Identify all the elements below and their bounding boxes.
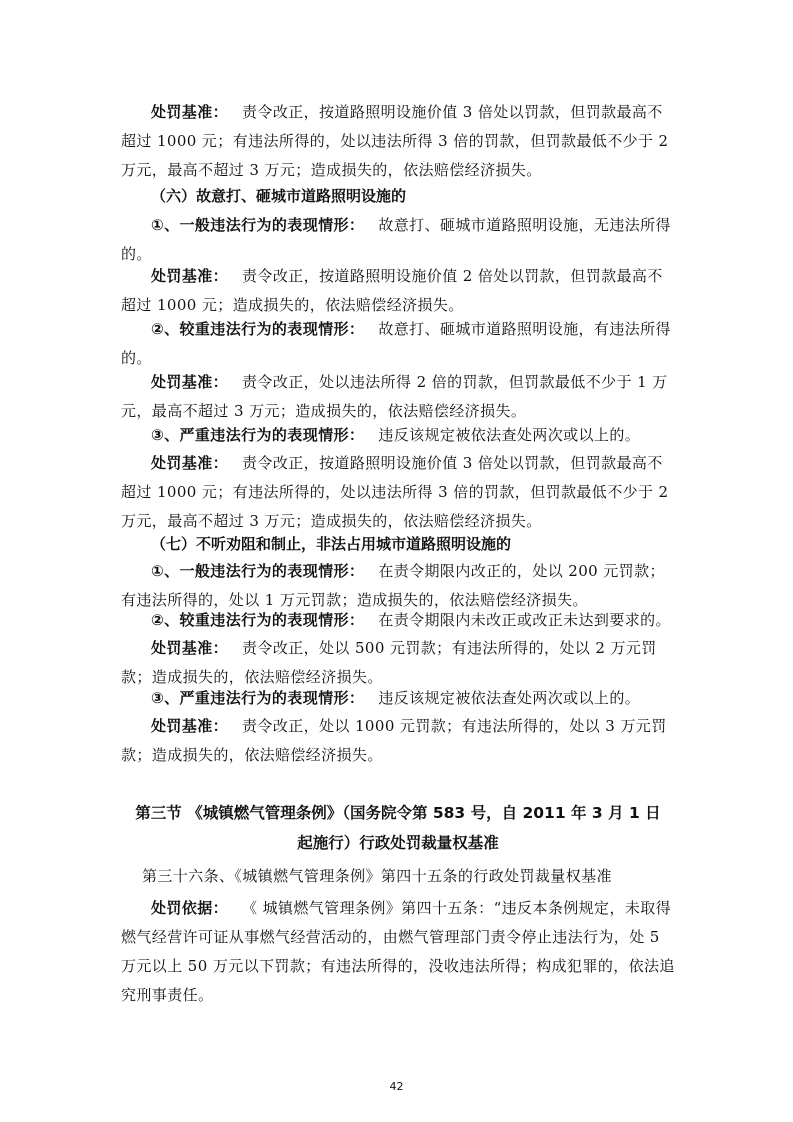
serious-violation-label: ②、较重违法行为的表现情形：	[151, 320, 365, 338]
serious-violation-text: 故意打、砸城市道路照明设施，有违法所得的。	[121, 320, 671, 367]
section-heading-6: （六）故意打、砸城市道路照明设施的	[151, 187, 407, 205]
penalty-standard-text: 责令改正，处以违法所得 2 倍的罚款，但罚款最低不少于 1 万元，最高不超过 3 万元；造成损失的，依法赔偿经济损失。	[121, 373, 668, 420]
penalty-standard-text: 责令改正，处以 500 元罚款；有违法所得的，处以 2 万元罚款；造成损失的，依法赔偿经济损失。	[121, 639, 657, 686]
severe-violation-text: 违反该规定被依法查处两次或以上的。	[378, 689, 641, 707]
penalty-standard-paragraph	[121, 262, 675, 320]
penalty-basis-label: 处罚依据：	[151, 899, 229, 917]
severe-violation-paragraph	[121, 684, 675, 713]
severe-violation-label: ③、严重违法行为的表现情形：	[151, 689, 365, 707]
penalty-basis-paragraph	[121, 894, 675, 1010]
serious-violation-label: ②、较重违法行为的表现情形：	[151, 611, 365, 629]
penalty-basis-text: 《 城镇燃气管理条例》第四十五条：“违反本条例规定，未取得燃气经营许可证从事燃气经营活动的，由燃气管理部门责令停止违法行为，处 5 万元以上 50 万元以下罚款；有违法所得的，没收违法所得；构成犯罪的，依法追究刑事责任。	[121, 899, 675, 1004]
penalty-standard-paragraph	[121, 368, 675, 426]
general-violation-text: 在责令期限内改正的，处以 200 元罚款；有违法所得的，处以 1 万元罚款；造成损失的，依法赔偿经济损失。	[121, 562, 665, 609]
general-violation-label: ①、一般违法行为的表现情形：	[151, 562, 365, 580]
penalty-standard-label: 处罚基准：	[151, 454, 229, 472]
severe-violation-text: 违反该规定被依法查处两次或以上的。	[378, 426, 641, 444]
penalty-standard-label: 处罚基准：	[151, 103, 229, 121]
serious-violation-text: 在责令期限内未改正或改正未达到要求的。	[378, 611, 671, 629]
penalty-standard-paragraph	[121, 449, 675, 536]
general-violation-label: ①、一般违法行为的表现情形：	[151, 216, 365, 234]
general-violation-paragraph	[121, 211, 675, 269]
section-heading-7: （七）不听劝阻和制止，非法占用城市道路照明设施的	[151, 535, 512, 553]
severe-violation-label: ③、严重违法行为的表现情形：	[151, 426, 365, 444]
serious-violation-paragraph	[121, 606, 675, 635]
page-number: 42	[389, 1080, 404, 1093]
penalty-standard-label: 处罚基准：	[151, 373, 229, 391]
penalty-standard-text: 责令改正，按道路照明设施价值 3 倍处以罚款，但罚款最高不超过 1000 元；有违法所得的，处以违法所得 3 倍的罚款，但罚款最低不少于 2 万元，最高不超过 3 万元；造成损失的，依法赔偿经济损失。	[121, 454, 669, 530]
penalty-standard-text: 责令改正，按道路照明设施价值 2 倍处以罚款，但罚款最高不超过 1000 元；造成损失的，依法赔偿经济损失。	[121, 267, 663, 314]
penalty-standard-label: 处罚基准：	[151, 717, 229, 735]
article-36-heading: 第三十六条、《城镇燃气管理条例》第四十五条的行政处罚裁量权基准	[142, 867, 612, 885]
section-title-line-2: 起施行）行政处罚裁量权基准	[297, 834, 499, 852]
general-violation-text: 故意打、砸城市道路照明设施，无违法所得的。	[121, 216, 671, 263]
penalty-standard-label: 处罚基准：	[151, 639, 229, 657]
penalty-standard-label: 处罚基准：	[151, 267, 229, 285]
penalty-standard-text: 责令改正，按道路照明设施价值 3 倍处以罚款，但罚款最高不超过 1000 元；有违法所得的，处以违法所得 3 倍的罚款，但罚款最低不少于 2 万元，最高不超过 3 万元；造成损失的，依法赔偿经济损失。	[121, 103, 669, 179]
penalty-standard-text: 责令改正，处以 1000 元罚款；有违法所得的，处以 3 万元罚款；造成损失的，依法赔偿经济损失。	[121, 717, 667, 764]
penalty-standard-paragraph	[121, 98, 675, 185]
section-title-line-1: 第三节 《城镇燃气管理条例》（国务院令第 583 号，自 2011 年 3 月 1 日	[135, 804, 661, 822]
penalty-standard-paragraph	[121, 712, 675, 770]
serious-violation-paragraph	[121, 315, 675, 373]
severe-violation-paragraph	[121, 421, 675, 450]
